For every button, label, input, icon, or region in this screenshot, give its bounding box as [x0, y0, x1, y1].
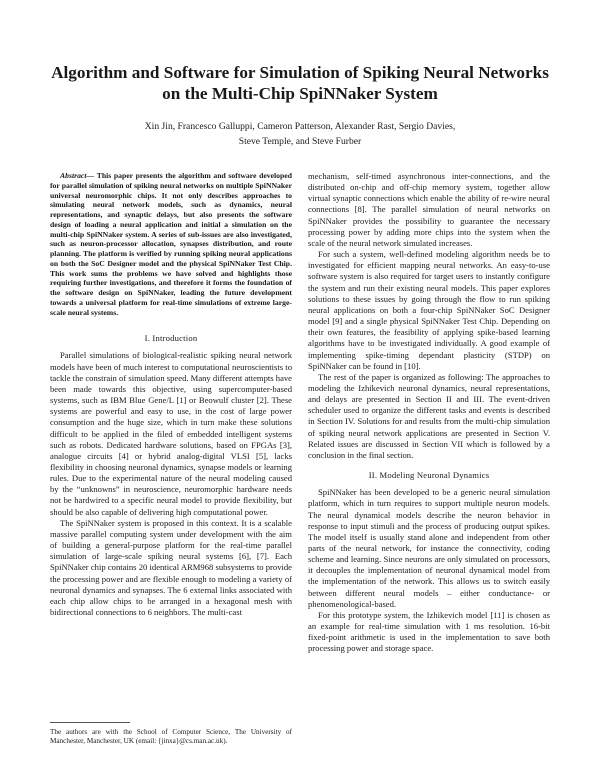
- abstract-label: Abstract—: [60, 171, 95, 180]
- intro-paragraph-1: Parallel simulations of biological-realistic spiking neural network models have been of much interest to computational neuroscientists to tackle the constrain of simulation speed. Many different attempts have been made towards this objective, using supercomputer-based systems, such as IBM Blue Gene/L [1] or Beowulf cluster [2]. These systems are powerful and easy to use, in the cost of large power consumption and the huge size, which in turn make these solutions difficult to be applied in the filed of embedded intelligent systems such as robots. Dedicated hardware solutions, based on FPGAs [3], analogue circuits [4] or hybrid analog-digital VLSI [5], lacks flexibility in choosing neuronal dynamics, synapse models or learning rules. Due to the experimental nature of the neural modeling caused by the “unknowns” in neuroscience, neuromorphic hardware needs not be hardwired to a specific neural model to provide flexibility, but should be also capable of delivering high computational power.: [50, 350, 292, 517]
- author-list: [20, 119, 580, 149]
- title-line-2: on the Multi-Chip SpiNNaker System: [162, 84, 438, 103]
- section-heading-introduction: I. Introduction: [144, 333, 198, 344]
- right-paragraph-2: For such a system, well-defined modeling algorithm needs be to investigated for efficient mapping neural networks. An easy-to-use software system is also required for target users to instantly configure the system and run their existing neural models. This paper explores solutions to these issues by going through the flow to run spiking neural applications on both a four-chip SpiNNaker SoC Designer model [9] and a single physical SpiNNaker Test Chip. Depending on their own features, the feasibility of applying spike-based learning algorithms have to be investigated individually. A good example of implementing spike-timing dependant plasticity (STDP) on SpiNNaker can be found in [10].: [308, 249, 550, 371]
- section-heading-modeling: II. Modeling Neuronal Dynamics: [368, 470, 490, 481]
- title-line-1: Algorithm and Software for Simulation of Spiking Neural Networks: [51, 63, 549, 82]
- paper-title: [20, 62, 580, 104]
- right-paragraph-1: mechanism, self-timed asynchronous inter-connections, and the distributed on-chip and off-chip memory system, together allow virtual synaptic connections which enable the ability of re-wire neural connections [8]. The parallel simulation of neural networks on SpiNNaker provides the possibility to guarantee the necessary processing power by adding more chips into the system when the scale of the neural network simulated increases.: [308, 171, 550, 248]
- section2-paragraph-2: For this prototype system, the Izhikevich model [11] is chosen as an example for real-time simulation with 1 ms resolution. 16-bit fixed-point arithmetic is used in the implementation to save both processing power and storage space.: [308, 609, 550, 654]
- right-paragraph-3: The rest of the paper is organized as following: The approaches to modeling the Izhikevich neuronal dynamics, neural representations, and delays are presented in Section II and III. The event-driven scheduler used to organize the different tasks and events is described in Section IV. Solutions for and results from the multi-chip simulation of spiking neural network applications are presented in Section V. Related issues are discussed in Section VII which is followed by a conclusion in the final section.: [308, 371, 550, 460]
- authors-line-2: Steve Temple, and Steve Furber: [238, 136, 362, 147]
- author-footnote: The authors are with the School of Computer Science, The University of Manchester, Manchester, UK (email: {jinxa}@cs.man.ac.uk).: [50, 728, 292, 745]
- footnote-divider: [50, 722, 130, 723]
- intro-paragraph-2: The SpiNNaker system is proposed in this context. It is a scalable massive parallel computing system under development with the aim of building a general-purpose platform for the real-time parallel simulation of large-scale spiking neural systems [6], [7]. Each SpiNNaker chip contains 20 identical ARM968 subsystems to provide the processing power and are flexible enough to modeling a variety of neuronal dynamics and synapses. The 6 external links associated with each chip allow chips to be arranged in a hexagonal mesh with bidirectional connections to 6 neighbors. The multi-cast: [50, 517, 292, 617]
- abstract: [50, 171, 292, 317]
- section2-paragraph-1: SpiNNaker has been developed to be a generic neural simulation platform, which in turn requires to support multiple neuron models. The neural dynamical models describe the neuron behavior in response to input stimuli and the process of producing output spikes. The model itself is usually stand alone and independent from other parts of the neural network, for instance the connectivity, coding scheme and learning. Since neurons are only simulated on processors, it decouples the implementation of neuronal dynamical model from the implementation of the network. This allows us to switch easily between different neural models – either conductance- or phenomenological-based.: [308, 487, 550, 609]
- left-column: [50, 171, 292, 618]
- authors-line-1: Xin Jin, Francesco Galluppi, Cameron Patterson, Alexander Rast, Sergio Davies,: [144, 121, 456, 132]
- abstract-text: This paper presents the algorithm and software developed for parallel simulation of spiking neural networks on multiple SpiNNaker universal neuromorphic chips. It not only describes approaches to simulating neural network models, such as dynamics, neural representations, and synaptic delays, but also presents the software design of loading a neural application and initial a simulation on the multi-chip SpiNNaker system. A series of sub-issues are also investigated, such as neuron-processor allocation, synapses distribution, and route planning. The platform is verified by running spiking neural applications on both the SoC Designer model and the physical SpiNNaker Test Chip. This work sums the problems we have solved and highlights those requiring further investigations, and therefore it forms the foundation of the software design on SpiNNaker, leading the future development towards a universal platform for real-time simulations of extreme large-scale neural systems.: [50, 171, 292, 317]
- right-column: [308, 171, 550, 655]
